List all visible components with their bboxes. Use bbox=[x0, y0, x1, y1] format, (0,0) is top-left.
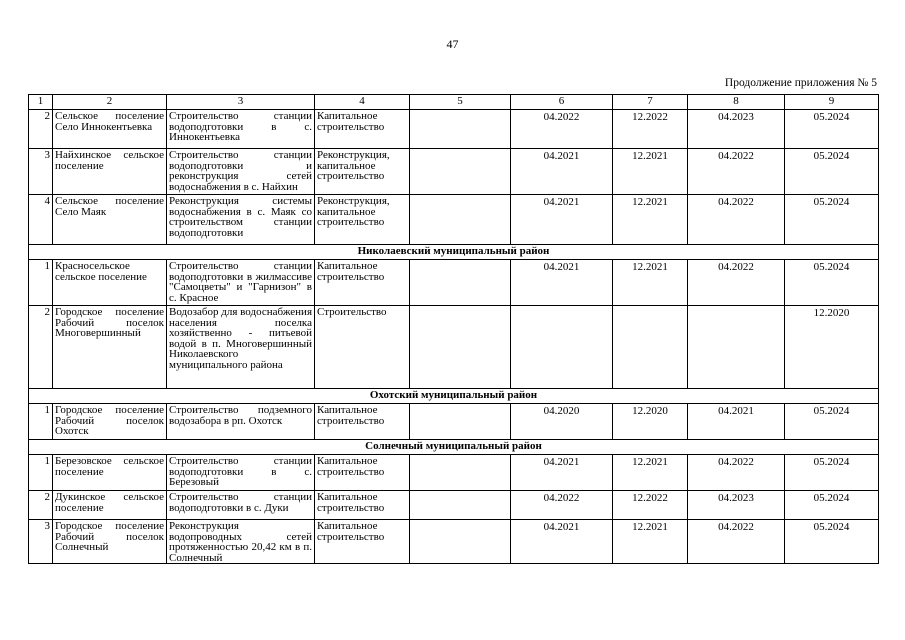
settlement: Городское поселение Рабочий поселок Многовершинный bbox=[53, 306, 167, 389]
table-row bbox=[29, 110, 879, 149]
col-5 bbox=[410, 455, 511, 491]
header-row bbox=[29, 95, 879, 110]
settlement: Дукинское сельское поселение bbox=[53, 491, 167, 520]
date-col-9: 05.2024 bbox=[785, 491, 879, 520]
project-description: Строительство станции водоподготовки и реконструкция сетей водоснабжения в с. Найхин bbox=[167, 149, 315, 195]
section-title: Солнечный муниципальный район bbox=[29, 440, 879, 455]
date-col-8: 04.2023 bbox=[688, 491, 785, 520]
date-col-6 bbox=[511, 306, 613, 389]
column-header: 3 bbox=[167, 95, 315, 110]
date-col-6: 04.2021 bbox=[511, 149, 613, 195]
date-col-7: 12.2021 bbox=[613, 260, 688, 306]
settlement: Красносельское сельское поселение bbox=[53, 260, 167, 306]
col-5 bbox=[410, 404, 511, 440]
row-number: 2 bbox=[29, 110, 53, 149]
project-description: Строительство станции водоподготовки в с. Березовый bbox=[167, 455, 315, 491]
section-row bbox=[29, 245, 879, 260]
date-col-8: 04.2023 bbox=[688, 110, 785, 149]
date-col-6: 04.2021 bbox=[511, 195, 613, 245]
column-header: 5 bbox=[410, 95, 511, 110]
project-description: Строительство станции водоподготовки в с. Иннокентьевка bbox=[167, 110, 315, 149]
work-type: Реконструкция, капитальное строительство bbox=[315, 149, 410, 195]
work-type: Капитальное строительство bbox=[315, 260, 410, 306]
project-description: Строительство станции водоподготовки в жилмассиве "Самоцветы" и "Гарнизон" в с. Красное bbox=[167, 260, 315, 306]
column-header: 1 bbox=[29, 95, 53, 110]
row-number: 1 bbox=[29, 404, 53, 440]
section-row bbox=[29, 389, 879, 404]
row-number: 2 bbox=[29, 491, 53, 520]
settlement: Березовское сельское поселение bbox=[53, 455, 167, 491]
date-col-7: 12.2021 bbox=[613, 455, 688, 491]
table-row bbox=[29, 455, 879, 491]
column-header: 2 bbox=[53, 95, 167, 110]
settlement: Сельское поселение Село Маяк bbox=[53, 195, 167, 245]
date-col-7: 12.2021 bbox=[613, 195, 688, 245]
col-5 bbox=[410, 306, 511, 389]
project-description: Строительство подземного водозабора в рп. Охотск bbox=[167, 404, 315, 440]
table-row bbox=[29, 306, 879, 389]
work-type: Капитальное строительство bbox=[315, 404, 410, 440]
date-col-8 bbox=[688, 306, 785, 389]
row-number: 3 bbox=[29, 520, 53, 564]
col-5 bbox=[410, 491, 511, 520]
project-description: Реконструкция системы водоснабжения в с. Маяк со строительством станции водоподготовки bbox=[167, 195, 315, 245]
col-5 bbox=[410, 149, 511, 195]
column-header: 7 bbox=[613, 95, 688, 110]
date-col-9: 05.2024 bbox=[785, 520, 879, 564]
date-col-7: 12.2022 bbox=[613, 491, 688, 520]
date-col-9: 05.2024 bbox=[785, 110, 879, 149]
data-table bbox=[28, 94, 879, 564]
row-number: 2 bbox=[29, 306, 53, 389]
date-col-6: 04.2021 bbox=[511, 455, 613, 491]
date-col-6: 04.2022 bbox=[511, 491, 613, 520]
date-col-9: 05.2024 bbox=[785, 404, 879, 440]
date-col-6: 04.2022 bbox=[511, 110, 613, 149]
date-col-7: 12.2021 bbox=[613, 520, 688, 564]
work-type: Капитальное строительство bbox=[315, 110, 410, 149]
date-col-7: 12.2020 bbox=[613, 404, 688, 440]
settlement: Сельское поселение Село Иннокентьевка bbox=[53, 110, 167, 149]
row-number: 3 bbox=[29, 149, 53, 195]
date-col-8: 04.2022 bbox=[688, 520, 785, 564]
page-number: 47 bbox=[446, 37, 459, 51]
table-row bbox=[29, 520, 879, 564]
row-number: 4 bbox=[29, 195, 53, 245]
work-type: Строительство bbox=[315, 306, 410, 389]
row-number: 1 bbox=[29, 455, 53, 491]
column-header: 9 bbox=[785, 95, 879, 110]
date-col-9: 05.2024 bbox=[785, 455, 879, 491]
work-type: Капитальное строительство bbox=[315, 455, 410, 491]
date-col-8: 04.2022 bbox=[688, 149, 785, 195]
date-col-6: 04.2020 bbox=[511, 404, 613, 440]
col-5 bbox=[410, 520, 511, 564]
date-col-6: 04.2021 bbox=[511, 520, 613, 564]
date-col-9: 05.2024 bbox=[785, 260, 879, 306]
date-col-9: 05.2024 bbox=[785, 195, 879, 245]
continuation-note: Продолжение приложения № 5 bbox=[724, 77, 877, 89]
col-5 bbox=[410, 195, 511, 245]
settlement: Найхинское сельское поселение bbox=[53, 149, 167, 195]
date-col-9: 05.2024 bbox=[785, 149, 879, 195]
project-description: Строительство станции водоподготовки в с. Дуки bbox=[167, 491, 315, 520]
date-col-8: 04.2022 bbox=[688, 260, 785, 306]
work-type: Капитальное строительство bbox=[315, 520, 410, 564]
date-col-8: 04.2022 bbox=[688, 455, 785, 491]
project-description: Реконструкция водопроводных сетей протяженностью 20,42 км в п. Солнечный bbox=[167, 520, 315, 564]
work-type: Реконструкция, капитальное строительство bbox=[315, 195, 410, 245]
col-5 bbox=[410, 110, 511, 149]
section-row bbox=[29, 440, 879, 455]
date-col-9: 12.2020 bbox=[785, 306, 879, 389]
row-number: 1 bbox=[29, 260, 53, 306]
table-row bbox=[29, 149, 879, 195]
date-col-6: 04.2021 bbox=[511, 260, 613, 306]
column-header: 4 bbox=[315, 95, 410, 110]
date-col-7: 12.2022 bbox=[613, 110, 688, 149]
section-title: Охотский муниципальный район bbox=[29, 389, 879, 404]
date-col-8: 04.2021 bbox=[688, 404, 785, 440]
date-col-7: 12.2021 bbox=[613, 149, 688, 195]
table-row bbox=[29, 260, 879, 306]
section-title: Николаевский муниципальный район bbox=[29, 245, 879, 260]
table-row bbox=[29, 195, 879, 245]
column-header: 8 bbox=[688, 95, 785, 110]
settlement: Городское поселение Рабочий поселок Солнечный bbox=[53, 520, 167, 564]
column-header: 6 bbox=[511, 95, 613, 110]
project-description: Водозабор для водоснабжения населения поселка хозяйственно - питьевой водой в п. Многовершинный Николаевского муниципального района bbox=[167, 306, 315, 389]
date-col-8: 04.2022 bbox=[688, 195, 785, 245]
work-type: Капитальное строительство bbox=[315, 491, 410, 520]
table-row bbox=[29, 491, 879, 520]
date-col-7 bbox=[613, 306, 688, 389]
col-5 bbox=[410, 260, 511, 306]
settlement: Городское поселение Рабочий поселок Охотск bbox=[53, 404, 167, 440]
table-row bbox=[29, 404, 879, 440]
